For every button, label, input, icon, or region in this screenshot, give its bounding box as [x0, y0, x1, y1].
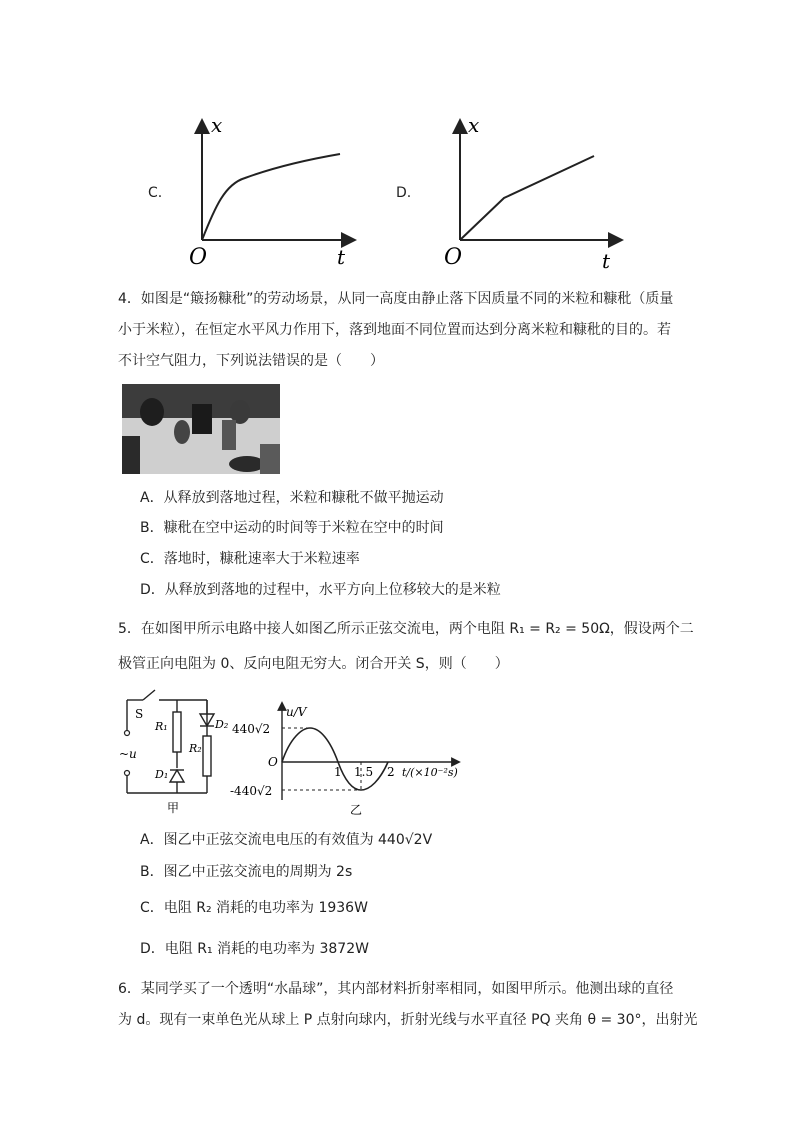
q6-stem-line1: 6．某同学买了一个透明“水晶球”，其内部材料折射率相同，如图甲所示。他测出球的直径: [118, 981, 674, 997]
circuit-diagram: [115, 688, 245, 816]
graph-d: [442, 112, 632, 272]
graph-c: [185, 112, 365, 272]
origin-label: O: [189, 245, 208, 270]
curve-c: [202, 154, 340, 240]
graph-caption: 乙: [350, 803, 363, 817]
q5-option-a: A．图乙中正弦交流电电压的有效值为 440√2V: [140, 832, 433, 848]
tick-1-5: 1.5: [354, 765, 374, 779]
q5-option-d: D．电阻 R₁ 消耗的电功率为 3872W: [140, 941, 369, 957]
option-c-label: C.: [148, 185, 163, 201]
x-axis-label: t: [602, 249, 611, 272]
q6-stem-line2: 为 d。现有一束单色光从球上 P 点射向球内，折射光线与水平直径 PQ 夹角 θ = 30°，出射光: [118, 1012, 698, 1028]
tick-2: 2: [387, 765, 395, 779]
ymin-label: -440√2: [230, 784, 273, 798]
source-label: ~u: [119, 747, 137, 761]
d2-label: D₂: [215, 718, 229, 731]
y-axis-label: x: [468, 113, 480, 137]
q5-option-b: B．图乙中正弦交流电的周期为 2s: [140, 864, 353, 880]
origin-label: O: [268, 755, 278, 769]
voltage-graph: [230, 700, 470, 818]
r2-label: R₂: [189, 742, 202, 755]
q5-stem-line1: 5．在如图甲所示电路中接人如图乙所示正弦交流电，两个电阻 R₁ = R₂ = 50Ω，假设两个二: [118, 621, 694, 637]
q4-option-d: D．从释放到落地的过程中，水平方向上位移较大的是米粒: [140, 582, 501, 598]
x-axis-label: t: [337, 245, 346, 269]
line-d: [460, 156, 594, 240]
option-d-label: D.: [396, 185, 412, 201]
q4-option-a: A．从释放到落地过程，米粒和糠秕不做平抛运动: [140, 490, 444, 506]
q5-option-c: C．电阻 R₂ 消耗的电功率为 1936W: [140, 900, 368, 916]
x-axis-label: t/(×10⁻²s): [402, 766, 458, 779]
q4-option-b: B．糠秕在空中运动的时间等于米粒在空中的时间: [140, 520, 444, 536]
switch-label: S: [135, 707, 144, 721]
circuit-caption: 甲: [167, 801, 180, 815]
y-axis-label: u/V: [286, 705, 307, 719]
sine-curve: [282, 728, 388, 790]
q4-stem-line1: 4．如图是“簸扬糠秕”的劳动场景，从同一高度由静止落下因质量不同的米粒和糠秕（质量: [118, 291, 674, 307]
origin-label: O: [444, 245, 463, 270]
q4-option-c: C．落地时，糠秕速率大于米粒速率: [140, 551, 360, 567]
y-axis-label: x: [211, 113, 223, 137]
ymax-label: 440√2: [232, 722, 271, 736]
tick-1: 1: [334, 765, 342, 779]
q5-stem-line2: 极管正向电阻为 0、反向电阻无穷大。闭合开关 S，则（ ）: [118, 656, 509, 672]
d1-label: D₁: [155, 768, 169, 781]
r1-label: R₁: [155, 720, 168, 733]
q4-stem-line3: 不计空气阻力，下列说法错误的是（ ）: [118, 353, 384, 369]
q4-stem-line2: 小于米粒），在恒定水平风力作用下，落到地面不同位置而达到分离米粒和糠秕的目的。若: [118, 322, 671, 338]
winnowing-photo: [122, 384, 280, 474]
